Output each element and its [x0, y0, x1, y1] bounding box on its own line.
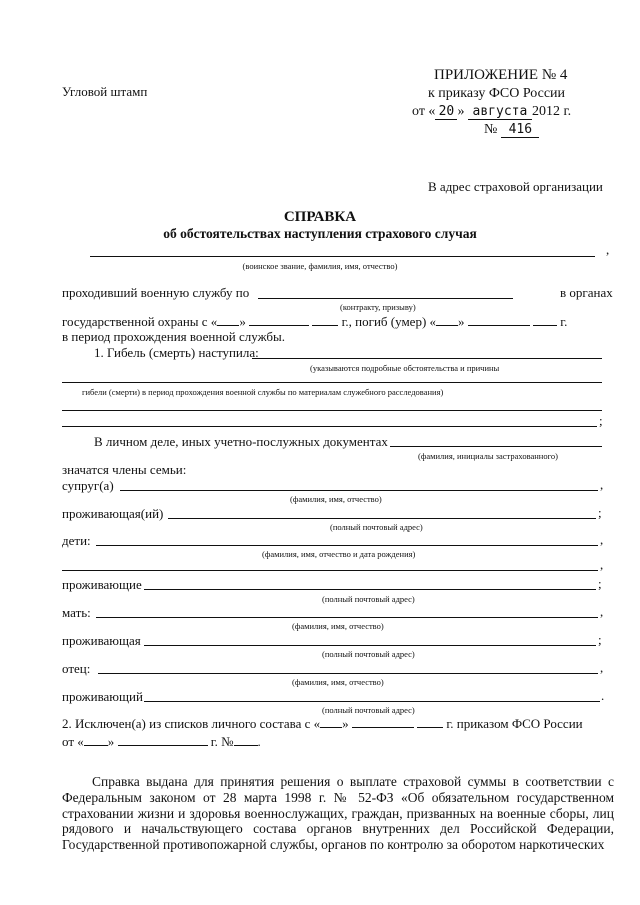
children-caption: (фамилия, имя, отчество и дата рождения): [262, 549, 416, 559]
father-label: отец:: [62, 661, 91, 676]
blank-line-2: [62, 426, 597, 427]
insured-caption: (фамилия, инициалы застрахованного): [418, 451, 558, 461]
death-label: 1. Гибель (смерть) наступила:: [94, 345, 259, 360]
mother-address-line: [144, 645, 596, 646]
excluded-line: 2. Исключен(а) из списков личного состава с « » г. приказом ФСО России: [62, 716, 583, 731]
family-label: значатся члены семьи:: [62, 462, 187, 477]
mother-address-caption: (полный почтовый адрес): [322, 649, 415, 659]
appendix-number: ПРИЛОЖЕНИЕ № 4: [434, 67, 568, 83]
personal-file-line: [390, 446, 602, 447]
blank-line-1: [62, 410, 602, 411]
spouse-line: [120, 490, 598, 491]
father-line: [98, 673, 598, 674]
children-address-line: [144, 589, 596, 590]
semicolon: ;: [598, 576, 602, 591]
circumstances-line: [62, 382, 602, 383]
children-address-caption: (полный почтовый адрес): [322, 594, 415, 604]
order-number-value: 416: [501, 122, 539, 138]
comma: ,: [600, 477, 604, 492]
order-day: 20: [435, 104, 457, 120]
death-line: [252, 358, 602, 359]
comma: ,: [600, 660, 604, 675]
father-caption: (фамилия, имя, отчество): [292, 677, 384, 687]
comma: ,: [606, 242, 610, 257]
corner-stamp-label: Угловой штамп: [62, 84, 148, 99]
document-title: СПРАВКА: [283, 209, 357, 225]
mother-address-label: проживающая: [62, 633, 141, 648]
semicolon: ;: [598, 632, 602, 647]
rank-name-line: [90, 256, 595, 257]
order-date: от « 20 » августа 2012 г.: [412, 104, 572, 119]
contract-caption: (контракту, призыву): [340, 302, 416, 312]
excluded-order-line: от « » г. № .: [62, 734, 261, 749]
spouse-address-label: проживающая(ий): [62, 506, 164, 521]
comma: ,: [600, 532, 604, 547]
children-label: дети:: [62, 533, 91, 548]
purpose-paragraph: Справка выдана для принятия решения о выплате страховой суммы в соответствии с Федеральным законом от 28 марта 1998 г. № 52-ФЗ «Об обязательном государственном страховании жизни и здоровья военнослужащих, граждан, призванных на военные сборы, лиц рядового и начальствующего состава органов внутренних дел Российской Федерации, Государственной противопожарной службы, органов по контролю за оборотом наркотических: [62, 774, 614, 853]
death-text-caption: гибели (смерти) в период прохождения военной службы по материалам служебного расследования): [82, 387, 444, 397]
order-reference: к приказу ФСО России: [428, 86, 566, 101]
father-address-line: [144, 701, 600, 702]
father-address-label: проживающий: [62, 689, 143, 704]
spouse-address-caption: (полный почтовый адрес): [330, 522, 423, 532]
semicolon: ;: [599, 413, 603, 428]
document-subtitle: об обстоятельствах наступления страхового случая: [163, 226, 477, 241]
organs-label: в органах: [560, 285, 613, 300]
comma: ,: [600, 557, 604, 572]
guard-period: государственной охраны с « » г., погиб (умер) « » г.: [62, 314, 568, 329]
spouse-label: супруг(а): [62, 478, 114, 493]
children-address-label: проживающие: [62, 577, 142, 592]
rank-name-caption: (воинское звание, фамилия, имя, отчество): [242, 261, 398, 271]
semicolon: ;: [598, 505, 602, 520]
father-address-caption: (полный почтовый адрес): [322, 705, 415, 715]
mother-line: [96, 617, 598, 618]
children-line-2: [62, 570, 598, 571]
mother-caption: (фамилия, имя, отчество): [292, 621, 384, 631]
addressee: В адрес страховой организации: [428, 179, 603, 194]
order-number: № 416: [484, 122, 539, 138]
dot: .: [601, 688, 605, 703]
circumstances-caption: (указываются подробные обстоятельства и причины: [310, 363, 500, 373]
mother-label: мать:: [62, 605, 91, 620]
service-line: [258, 298, 513, 299]
children-line: [96, 545, 598, 546]
service-label: проходивший военную службу по: [62, 285, 250, 300]
comma: ,: [600, 604, 604, 619]
period-text: в период прохождения военной службы.: [62, 329, 285, 344]
spouse-caption: (фамилия, имя, отчество): [290, 494, 382, 504]
order-month: августа: [468, 104, 532, 120]
spouse-address-line: [168, 518, 596, 519]
personal-file-label: В личном деле, иных учетно-послужных документах: [94, 434, 388, 449]
